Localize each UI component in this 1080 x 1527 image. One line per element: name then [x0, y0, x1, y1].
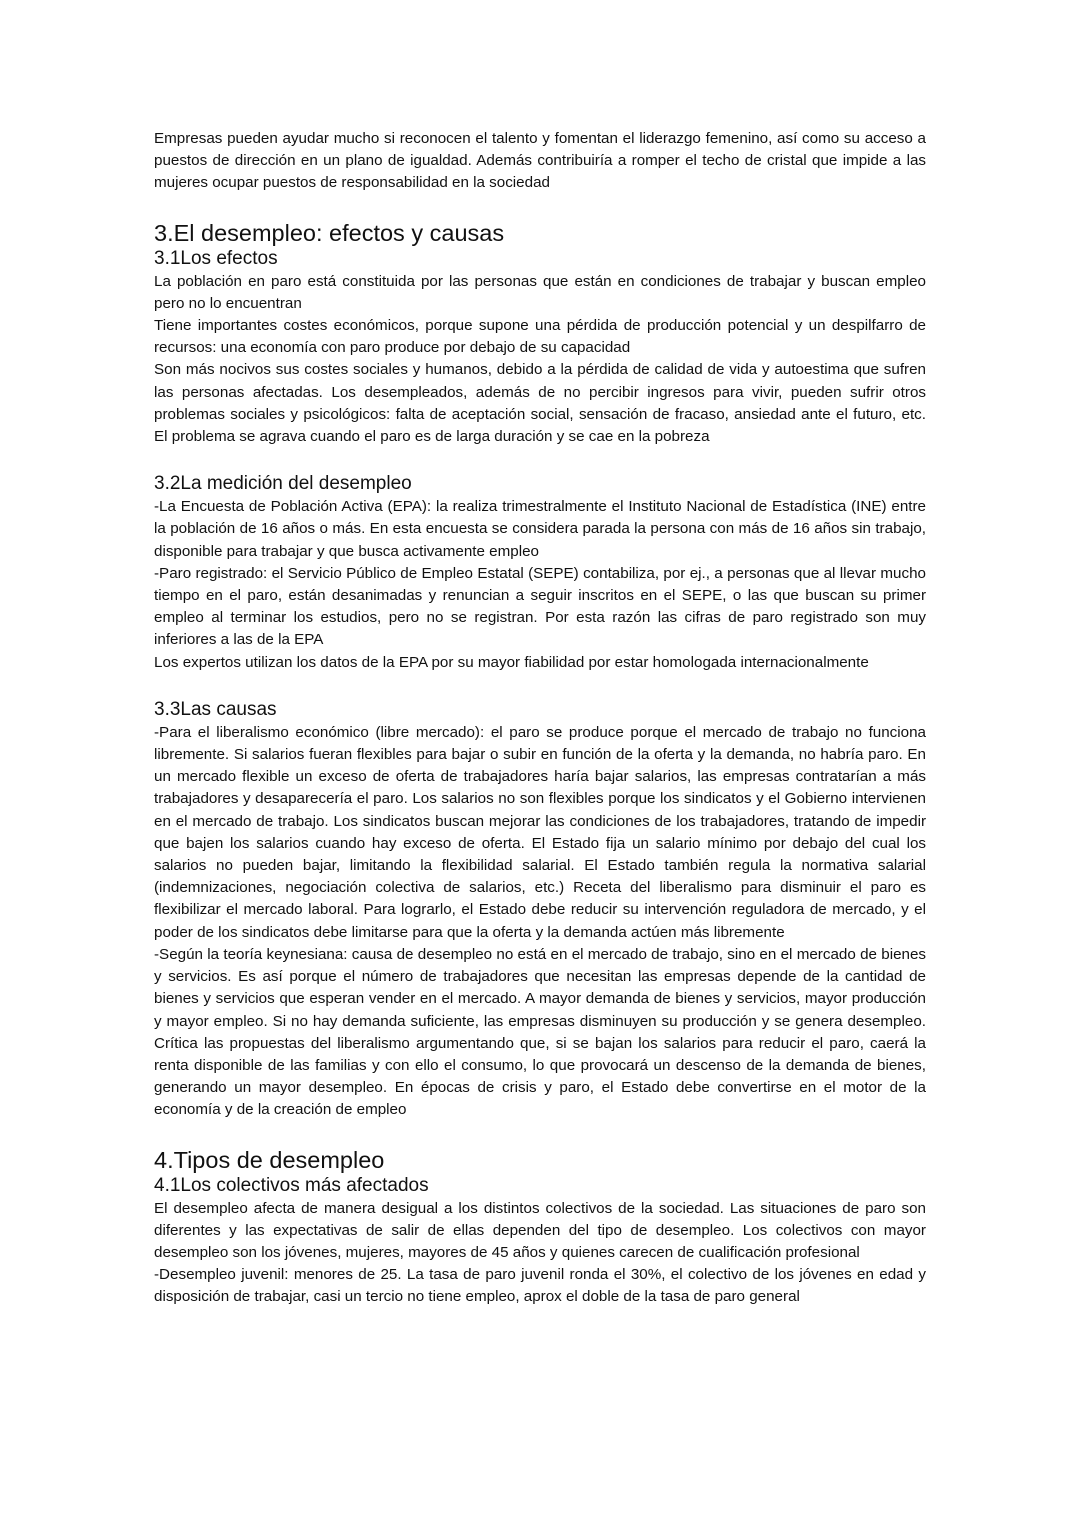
paragraph: Los expertos utilizan los datos de la EPA por su mayor fiabilidad por estar homologada internacionalmente — [154, 653, 869, 671]
paragraph: La población en paro está constituida por las personas que están en condiciones de trabajar y buscan empleo pero no lo encuentran — [154, 272, 926, 312]
paragraph: Son más nocivos sus costes sociales y humanos, debido a la pérdida de calidad de vida y autoestima que sufren las personas afectadas. Los desempleados, además de no percibir ingresos para vivir, pueden sufrir otros problemas sociales y psicológicos: falta de aceptación social, sensación de fracaso, ansiedad ante el futuro, etc. El problema se agrava cuando el paro es de larga duración y se cae en la pobreza — [154, 361, 926, 446]
paragraph: -Desempleo juvenil: menores de 25. La tasa de paro juvenil ronda el 30%, el colectivo de los jóvenes en edad y disposición de trabajar, casi un tercio no tiene empleo, aprox el doble de la tasa de paro general — [154, 1266, 926, 1306]
document-page — [154, 128, 926, 1309]
intro-paragraph: Empresas pueden ayudar mucho si reconocen el talento y fomentan el liderazgo femenino, así como su acceso a puestos de dirección en un plano de igualdad. Además contribuiría a romper el techo de cristal que impide a las mujeres ocupar puestos de responsabilidad en la sociedad — [154, 130, 926, 192]
paragraph: -Para el liberalismo económico (libre mercado): el paro se produce porque el mercado de trabajo no funciona libremente. Si salarios fueran flexibles para bajar o subir en función de la oferta y la demanda, no habría paro. En un mercado flexible un exceso de oferta de trabajadores haría bajar salarios, las empresas contratarían a más trabajadores y desaparecería el paro. Los salarios no son flexibles porque los sindicatos y el Gobierno intervienen en el mercado de trabajo. Los sindicatos buscan mejorar las condiciones de los trabajadores, tratando de impedir que bajen los salarios cuando hay exceso de oferta. El Estado fija un salario mínimo por debajo del cual los salarios no pueden bajar, limitando la flexibilidad salarial. El Estado también regula la normativa salarial (indemnizaciones, negociación colectiva de salarios, etc.) Receta del liberalismo para disminuir el paro es flexibilizar el mercado laboral. Para lograrlo, el Estado debe reducir su intervención reguladora de mercado, y el poder de los sindicatos debe limitarse para que la oferta y la demanda actúen más libremente — [154, 723, 926, 941]
section-3-3-heading: 3.3Las causas — [154, 698, 277, 720]
paragraph: Tiene importantes costes económicos, porque supone una pérdida de producción potencial y un despilfarro de recursos: una economía con paro produce por debajo de su capacidad — [154, 317, 926, 357]
section-3-1-heading: 3.1Los efectos — [154, 247, 278, 269]
section-4-heading: 4.Tipos de desempleo — [154, 1146, 385, 1173]
section-4-1-heading: 4.1Los colectivos más afectados — [154, 1174, 429, 1196]
paragraph: -Según la teoría keynesiana: causa de desempleo no está en el mercado de trabajo, sino en el mercado de bienes y servicios. Es así porque el número de trabajadores que necesitan las empresas depende de la cantidad de bienes y servicios que esperan vender en el mercado. A mayor demanda de bienes y servicios, mayor producción y mayor empleo. Si no hay demanda suficiente, las empresas disminuyen su producción y se genera desempleo. Crítica las propuestas del liberalismo argumentando que, si se bajan los salarios para reducir el paro, caerá la renta disponible de las familias y con ello el consumo, lo que provocará un descenso de la demanda de bienes, generando un mayor desempleo. En épocas de crisis y paro, el Estado debe convertirse en el motor de la economía y de la creación de empleo — [154, 945, 926, 1119]
paragraph: -Paro registrado: el Servicio Público de Empleo Estatal (SEPE) contabiliza, por ej., a personas que al llevar mucho tiempo en el paro, están desanimadas y renuncian a seguir inscritos en el SEPE, o las que buscan su primer empleo al terminar los estudios, pero no se registran. Por esta razón las cifras de paro registrado son muy inferiores a las de la EPA — [154, 564, 926, 649]
paragraph: -La Encuesta de Población Activa (EPA): la realiza trimestralmente el Instituto Nacional de Estadística (INE) entre la población de 16 años o más. En esta encuesta se considera parada la persona con más de 16 años sin trabajo, disponible para trabajar y que busca activamente empleo — [154, 498, 926, 560]
section-3-heading: 3.El desempleo: efectos y causas — [154, 219, 505, 246]
section-3-2-heading: 3.2La medición del desempleo — [154, 473, 412, 495]
paragraph: El desempleo afecta de manera desigual a los distintos colectivos de la sociedad. Las situaciones de paro son diferentes y las expectativas de salir de ellas dependen del tipo de desempleo. Los colectivos con mayor desempleo son los jóvenes, mujeres, mayores de 45 años y quienes carecen de cualificación profesional — [154, 1199, 926, 1261]
